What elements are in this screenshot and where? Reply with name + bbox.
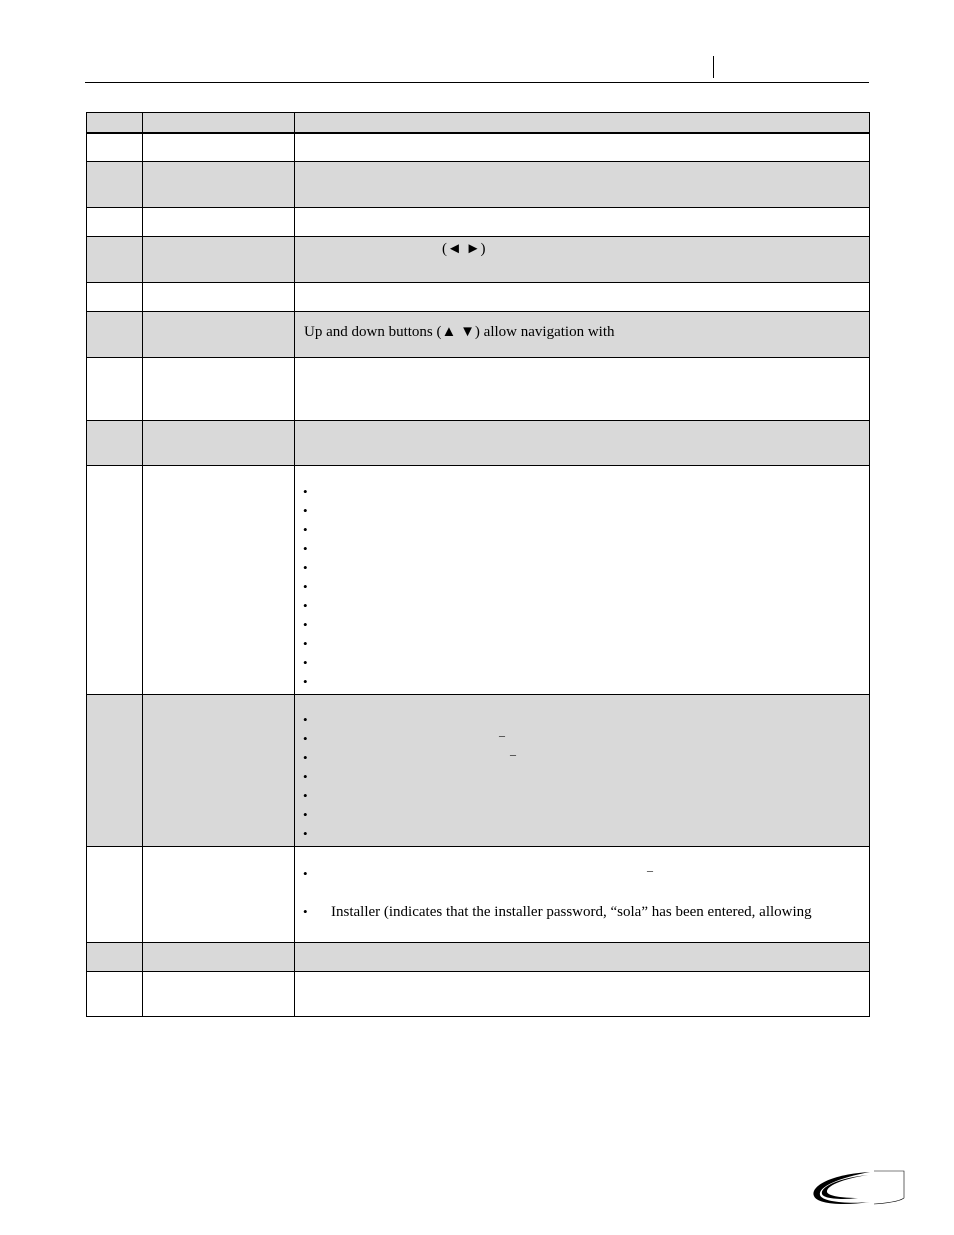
list-item <box>295 826 869 845</box>
table-row <box>87 237 870 283</box>
header-cell-description <box>295 113 870 133</box>
list-item <box>295 728 869 750</box>
table-row <box>87 695 870 847</box>
row-name <box>143 695 295 847</box>
bullet-list <box>295 466 869 693</box>
row-number <box>87 237 143 283</box>
list-item <box>295 747 869 769</box>
table-header-row <box>87 113 870 133</box>
list-item <box>295 560 869 579</box>
list-item <box>295 769 869 788</box>
table-row <box>87 133 870 162</box>
table-row <box>87 421 870 466</box>
table-row <box>87 283 870 312</box>
list-item <box>295 636 869 655</box>
row-description <box>295 237 870 283</box>
list-item <box>295 503 869 522</box>
row-name <box>143 133 295 162</box>
row-number <box>87 943 143 972</box>
row-name <box>143 466 295 695</box>
list-item <box>295 579 869 598</box>
table-row <box>87 466 870 695</box>
row-description <box>295 208 870 237</box>
row-number <box>87 972 143 1017</box>
table-row <box>87 312 870 358</box>
list-item <box>295 712 869 731</box>
row-number <box>87 466 143 695</box>
list-item <box>295 484 869 503</box>
bullet-list <box>295 695 869 845</box>
row-number <box>87 162 143 208</box>
row-number <box>87 208 143 237</box>
dash-mark: • – <box>510 747 516 761</box>
row-description <box>295 133 870 162</box>
list-item <box>295 617 869 636</box>
header-rule <box>85 82 869 83</box>
left-right-arrows-text: (◄ ►) <box>442 241 486 257</box>
row-description <box>295 421 870 466</box>
row-number <box>87 358 143 421</box>
header-cell-name <box>143 113 295 133</box>
up-down-buttons-text: Up and down buttons (▲ ▼) allow navigation with <box>304 324 615 340</box>
row-name <box>143 208 295 237</box>
row-description <box>295 312 870 358</box>
table-row <box>87 943 870 972</box>
row-number <box>87 847 143 943</box>
list-item <box>295 674 869 693</box>
row-name <box>143 162 295 208</box>
table-row <box>87 972 870 1017</box>
list-item <box>295 522 869 541</box>
row-description <box>295 695 870 847</box>
installer-list-item: • Installer (indicates that the installer password, “sola” has been entered, allowing <box>295 904 869 923</box>
list-item <box>295 807 869 826</box>
row-number <box>87 421 143 466</box>
brand-logo <box>808 1168 908 1217</box>
table-row <box>87 847 870 943</box>
list-item <box>295 598 869 617</box>
row-description <box>295 162 870 208</box>
dash-mark: • – <box>499 728 505 742</box>
bullet-list <box>295 847 869 923</box>
row-name <box>143 943 295 972</box>
row-number <box>87 312 143 358</box>
description-table <box>86 112 870 1017</box>
row-number <box>87 283 143 312</box>
list-item <box>295 788 869 807</box>
row-name <box>143 237 295 283</box>
row-number <box>87 133 143 162</box>
header-cell-number <box>87 113 143 133</box>
header-divider <box>713 56 714 78</box>
row-description <box>295 972 870 1017</box>
list-item <box>295 863 869 885</box>
dash-mark: • – <box>647 863 653 877</box>
list-item <box>295 655 869 674</box>
row-description <box>295 466 870 695</box>
row-number <box>87 695 143 847</box>
list-item <box>295 541 869 560</box>
row-description <box>295 283 870 312</box>
table-row <box>87 208 870 237</box>
swoosh-logo-icon <box>808 1168 908 1212</box>
row-name <box>143 283 295 312</box>
table-row <box>87 162 870 208</box>
table-row <box>87 358 870 421</box>
row-name <box>143 972 295 1017</box>
row-name <box>143 421 295 466</box>
row-name <box>143 312 295 358</box>
row-description <box>295 847 870 943</box>
row-description <box>295 943 870 972</box>
row-name <box>143 847 295 943</box>
row-name <box>143 358 295 421</box>
row-description <box>295 358 870 421</box>
